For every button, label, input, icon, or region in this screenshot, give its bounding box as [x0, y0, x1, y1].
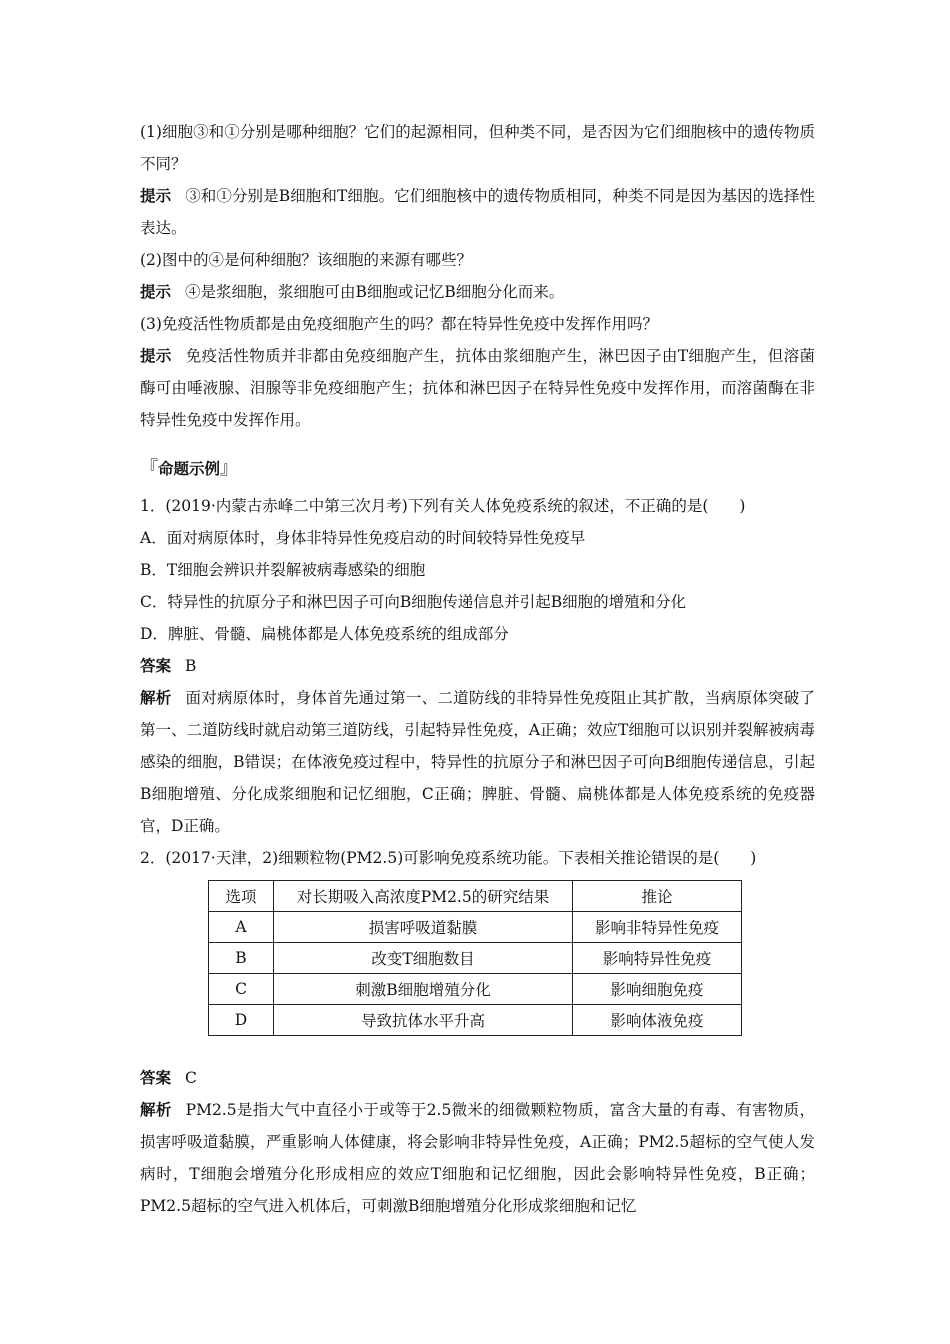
answer-tag: 答案 [140, 657, 172, 675]
hint-tag: 提示 [140, 283, 172, 301]
pm25-table [208, 880, 742, 1036]
answer-2 [140, 1062, 815, 1094]
answer-1-value: B [185, 657, 197, 675]
example-2-stem: 2．(2017·天津，2)细颗粒物(PM2.5)可影响免疫系统功能。下表相关推论错误的是( ) [140, 849, 757, 867]
section-bracket-open: 『 [140, 458, 158, 479]
analysis-1-text: 面对病原体时，身体首先通过第一、二道防线的非特异性免疫阻止其扩散，当病原体突破了第一、二道防线时就启动第三道防线，引起特异性免疫，A正确；效应T细胞可以识别并裂解被病毒感染的细胞，B错误；在体液免疫过程中，特异性的抗原分子和淋巴因子可向B细胞传递信息，引起B细胞增殖、分化成浆细胞和记忆细胞，C正确；脾脏、骨髓、扁桃体都是人体免疫系统的免疫器官，D正确。 [140, 689, 815, 835]
table-cell: A [209, 912, 274, 943]
answer-tag: 答案 [140, 1069, 172, 1087]
answer-1 [140, 650, 815, 682]
table-header-row [209, 881, 742, 912]
hint-tag: 提示 [140, 187, 172, 205]
analysis-tag: 解析 [140, 689, 172, 707]
analysis-2 [140, 1094, 815, 1222]
section-bracket-close: 』 [220, 458, 239, 479]
table-row [209, 974, 742, 1005]
question-1-text: (1)细胞③和①分别是哪种细胞？它们的起源相同，但种类不同，是否因为它们细胞核中的遗传物质不同？ [140, 123, 815, 173]
table-cell: D [209, 1005, 274, 1036]
table-row [209, 943, 742, 974]
header-result: 对长期吸入高浓度PM2.5的研究结果 [274, 881, 573, 912]
table-cell: 导致抗体水平升高 [274, 1005, 573, 1036]
table-cell: 改变T细胞数目 [274, 943, 573, 974]
table-row [209, 912, 742, 943]
answer-2-value: C [185, 1069, 197, 1087]
analysis-2-text: PM2.5是指大气中直径小于或等于2.5微米的细微颗粒物质，富含大量的有毒、有害物质，损害呼吸道黏膜，严重影响人体健康，将会影响非特异性免疫，A正确；PM2.5超标的空气使人发病时，T细胞会增殖分化形成相应的效应T细胞和记忆细胞，因此会影响特异性免疫，B正确；PM2.5超标的空气进入机体后，可刺激B细胞增殖分化形成浆细胞和记忆 [140, 1101, 815, 1215]
table-cell: 刺激B细胞增殖分化 [274, 974, 573, 1005]
analysis-1 [140, 682, 815, 842]
option-a: A．面对病原体时，身体非特异性免疫启动的时间较特异性免疫早 [140, 529, 586, 547]
table-cell: B [209, 943, 274, 974]
document-page [140, 116, 815, 1222]
option-d: D．脾脏、骨髓、扁桃体都是人体免疫系统的组成部分 [140, 625, 509, 643]
header-option: 选项 [209, 881, 274, 912]
hint-2 [140, 276, 815, 308]
table-row [209, 1005, 742, 1036]
option-c: C．特异性的抗原分子和淋巴因子可向B细胞传递信息并引起B细胞的增殖和分化 [140, 593, 687, 611]
table-cell: 影响非特异性免疫 [573, 912, 742, 943]
section-heading [140, 456, 815, 482]
hint-3-text: 免疫活性物质并非都由免疫细胞产生，抗体由浆细胞产生，淋巴因子由T细胞产生，但溶菌酶可由唾液腺、泪腺等非免疫细胞产生；抗体和淋巴因子在特异性免疫中发挥作用，而溶菌酶在非特异性免疫中发挥作用。 [140, 347, 815, 429]
table-cell: 影响特异性免疫 [573, 943, 742, 974]
hint-3 [140, 340, 815, 436]
table-cell: 损害呼吸道黏膜 [274, 912, 573, 943]
analysis-tag: 解析 [140, 1101, 172, 1119]
option-b: B．T细胞会辨识并裂解被病毒感染的细胞 [140, 561, 426, 579]
hint-tag: 提示 [140, 347, 172, 365]
hint-1-text: ③和①分别是B细胞和T细胞。它们细胞核中的遗传物质相同，种类不同是因为基因的选择性表达。 [140, 187, 815, 237]
hint-1 [140, 180, 815, 244]
question-3-text: (3)免疫活性物质都是由免疫细胞产生的吗？都在特异性免疫中发挥作用吗？ [140, 315, 658, 333]
header-inference: 推论 [573, 881, 742, 912]
section-title: 命题示例 [158, 460, 221, 478]
table-cell: C [209, 974, 274, 1005]
table-cell: 影响细胞免疫 [573, 974, 742, 1005]
question-2-text: (2)图中的④是何种细胞？该细胞的来源有哪些？ [140, 251, 472, 269]
example-1-stem: 1．(2019·内蒙古赤峰二中第三次月考)下列有关人体免疫系统的叙述，不正确的是( ) [140, 497, 746, 515]
table-cell: 影响体液免疫 [573, 1005, 742, 1036]
hint-2-text: ④是浆细胞，浆细胞可由B细胞或记忆B细胞分化而来。 [185, 283, 565, 301]
